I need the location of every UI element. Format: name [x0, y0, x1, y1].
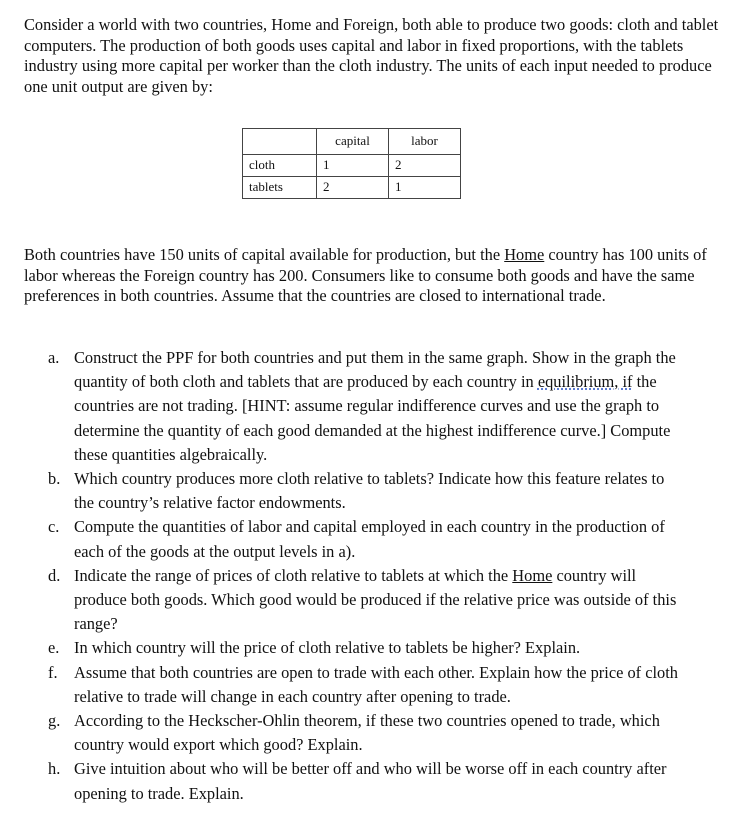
question-a-text-1: Construct the PPF for both countries and put them in the same graph. Show in the graph the quantity of both cloth and tablets that are produced by each country in	[74, 348, 676, 392]
question-g-text: According to the Heckscher-Ohlin theorem, if these two countries opened to trade, which country would export which good? Explain.	[74, 711, 660, 755]
table-cell: 2	[317, 177, 389, 199]
question-f-text: Assume that both countries are open to trade with each other. Explain how the price of cloth relative to trade will change in each country after opening to trade.	[74, 662, 678, 706]
list-marker: e.	[48, 638, 60, 658]
home-underlined: Home	[504, 245, 545, 264]
question-h-text: Give intuition about who will be better off and who will be worse off in each country after opening to trade. Explain.	[74, 759, 667, 803]
question-e-text: In which country will the price of cloth relative to tablets be higher? Explain.	[74, 638, 581, 658]
question-b-text: Which country produces more cloth relative to tablets? Indicate how this feature relates to the country’s relative factor endowments.	[74, 469, 665, 513]
list-item	[48, 564, 678, 637]
context-text-2: country has 100 units of labor whereas the Foreign country has 200. Consumers like to consume both goods and have the same preferences in both countries. Assume that the countries are closed to international trade.	[24, 245, 707, 305]
list-item	[48, 709, 678, 757]
list-marker: g.	[48, 711, 61, 731]
intro-paragraph: Consider a world with two countries, Home and Foreign, both able to produce two goods: cloth and tablet computers. The production of both goods uses capital and labor in fixed proportions, with the tablets industry using more capital per worker than the cloth industry. The units of each input needed to produce one unit output are given by:	[24, 15, 719, 96]
question-list	[48, 346, 678, 806]
list-marker: a.	[48, 348, 60, 367]
table-cell: tablets	[243, 177, 317, 199]
table-header-capital: capital	[317, 129, 389, 155]
table-row	[243, 155, 461, 177]
list-marker: c.	[48, 517, 60, 537]
table-cell: cloth	[243, 155, 317, 177]
list-item	[48, 515, 678, 563]
table-cell: 2	[389, 155, 461, 177]
list-marker: f.	[48, 662, 58, 682]
input-requirements-table	[242, 128, 461, 199]
list-marker: h.	[48, 759, 61, 779]
table-row	[243, 177, 461, 199]
table-cell: 1	[389, 177, 461, 199]
question-d-text-2: country will produce both goods. Which good would be produced if the relative price was outside of this range?	[74, 565, 677, 634]
context-paragraph	[24, 245, 724, 307]
table-cell: 1	[317, 155, 389, 177]
list-item	[48, 636, 678, 660]
list-item	[48, 757, 678, 805]
list-marker: d.	[48, 565, 61, 585]
table-header-row	[243, 129, 461, 155]
question-d-text-1: Indicate the range of prices of cloth relative to tablets at which the	[74, 565, 513, 585]
home-underlined: Home	[512, 565, 553, 585]
list-item	[48, 661, 678, 709]
list-item	[48, 467, 678, 515]
list-item	[48, 346, 678, 467]
list-marker: b.	[48, 469, 61, 489]
context-text-1: Both countries have 150 units of capital available for production, but the	[24, 245, 505, 264]
table-header-empty	[243, 129, 317, 155]
question-a-flagged-text: equilibrium, if	[537, 372, 633, 392]
table-header-labor: labor	[389, 129, 461, 155]
question-c-text: Compute the quantities of labor and capital employed in each country in the production of each of the goods at the output levels in a).	[74, 517, 665, 561]
question-a-text-2: the countries are not trading. [HINT: assume regular indifference curves and use the graph to determine the quantity of each good demanded at the highest indifference curve.] Compute these quantities algebraically.	[74, 372, 671, 464]
